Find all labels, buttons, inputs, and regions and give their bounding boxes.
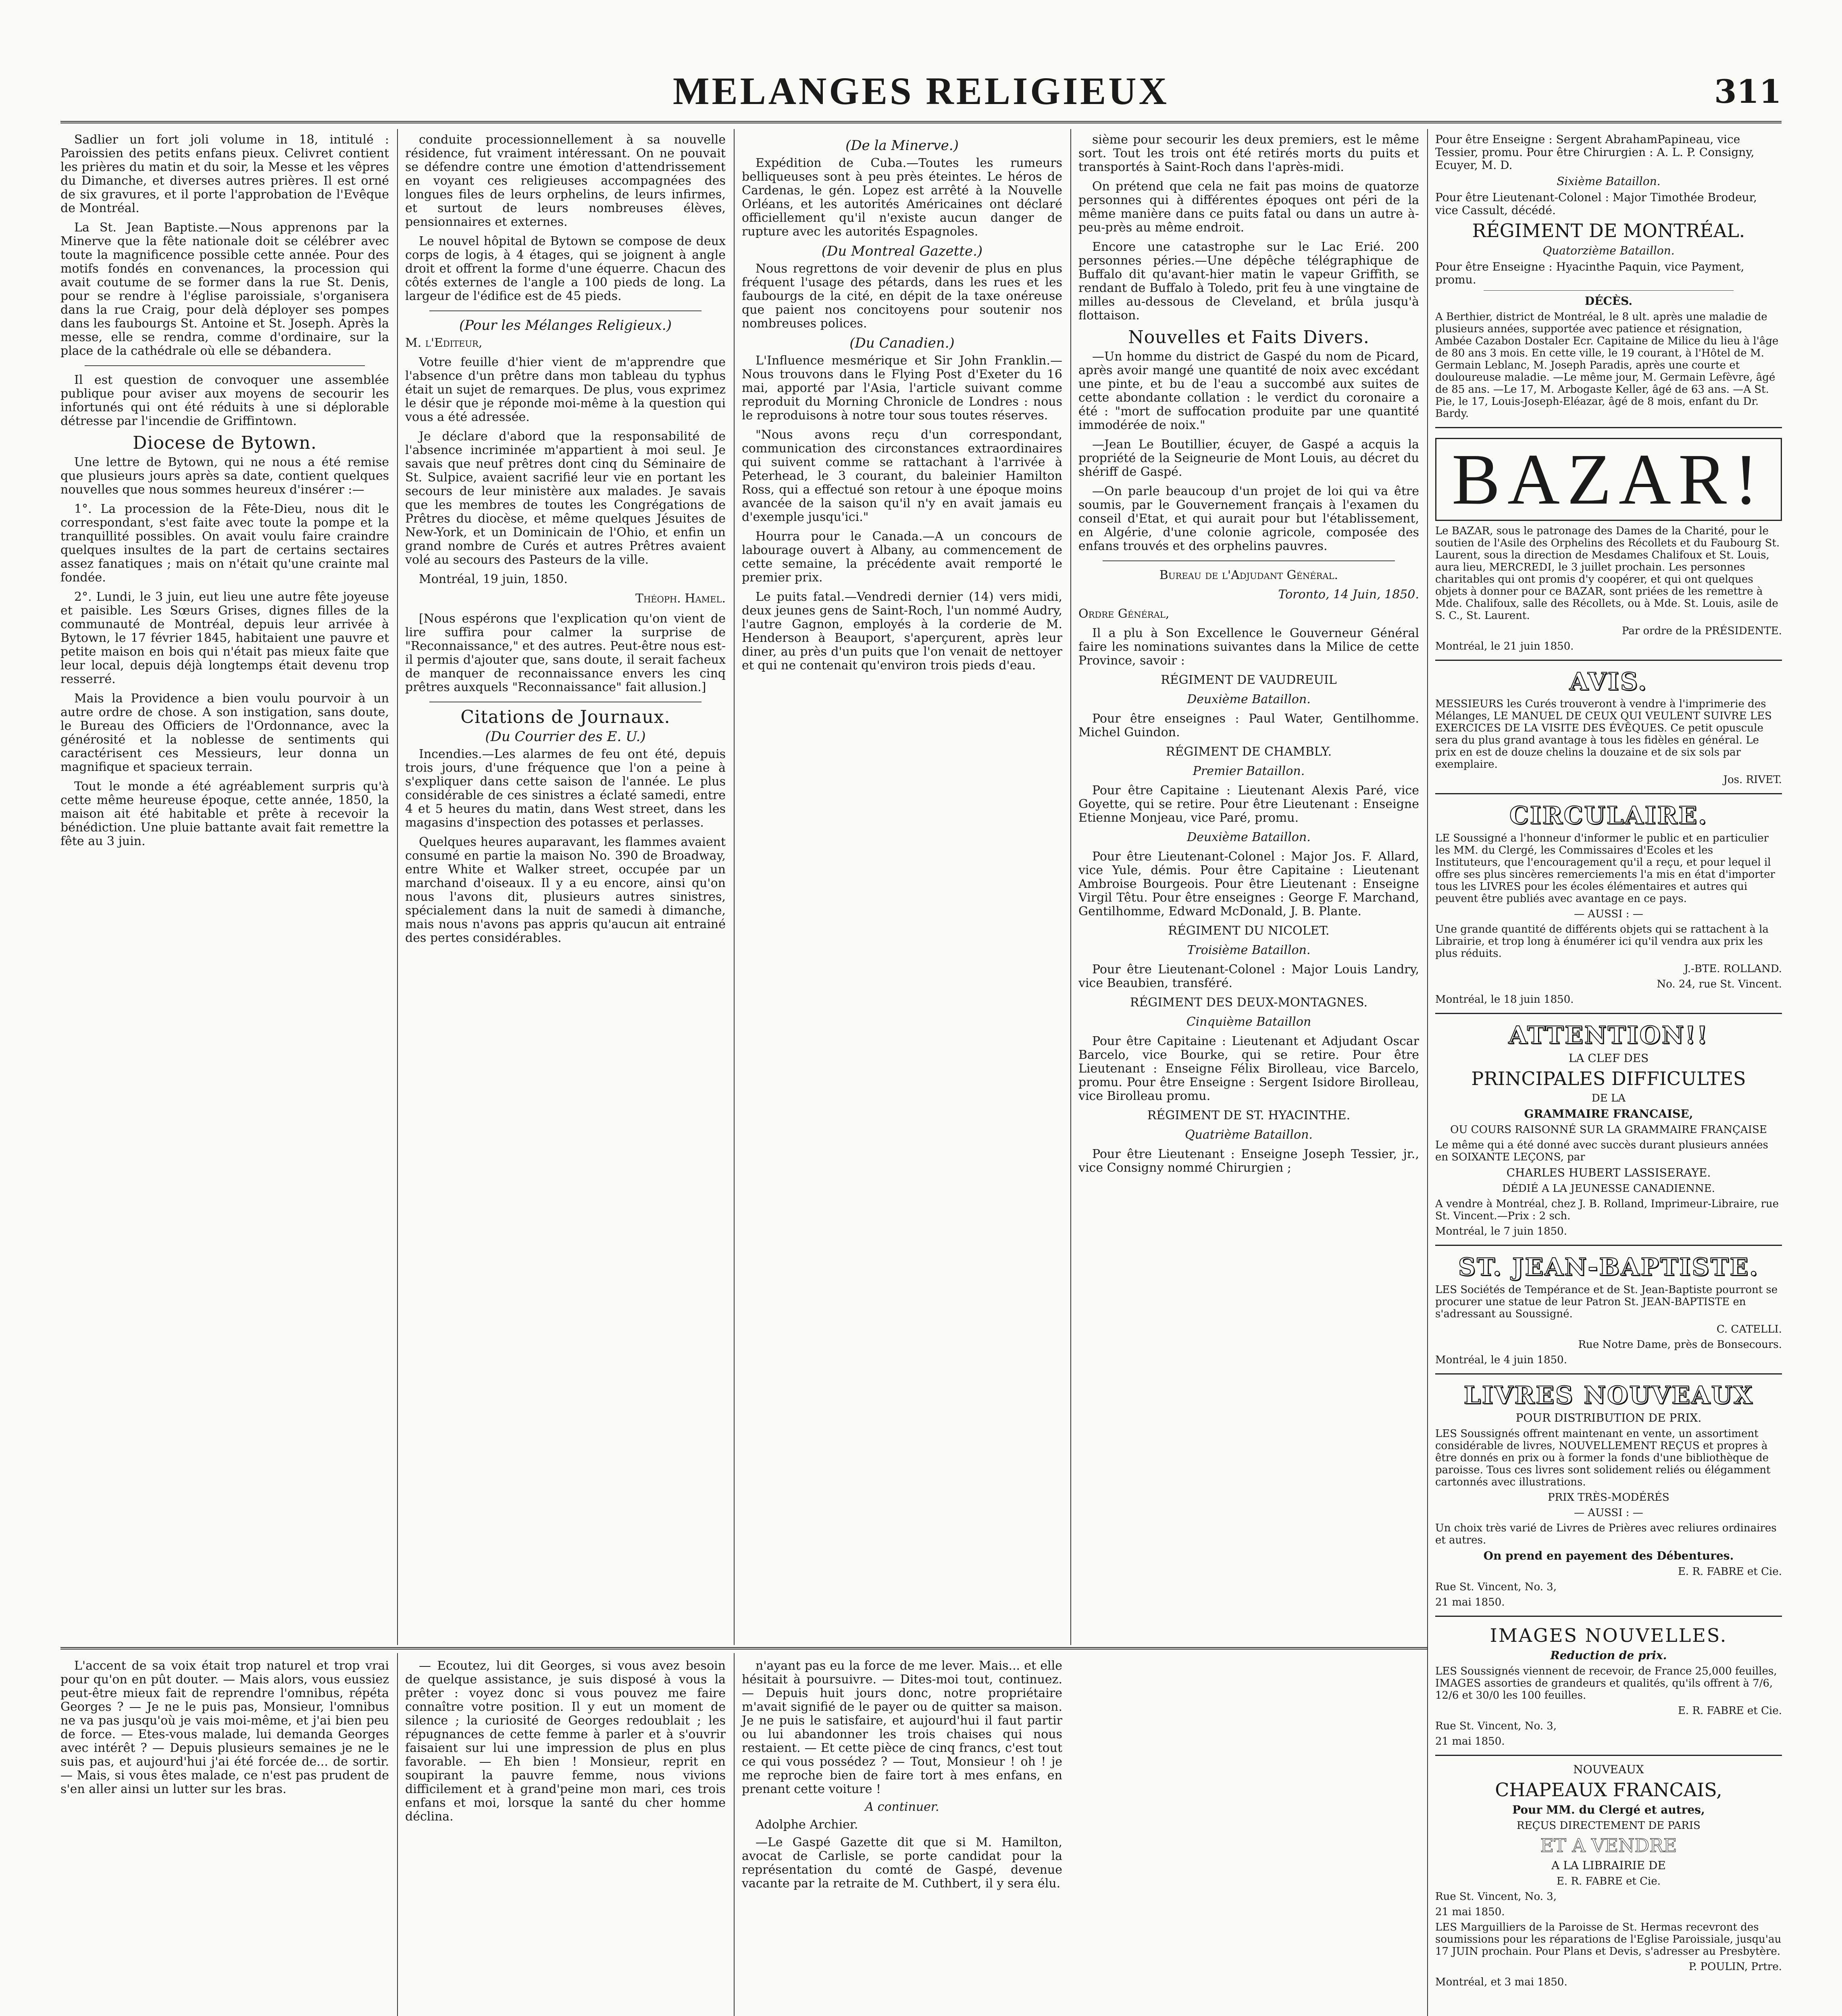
- ad-subheading: PRINCIPALES DIFFICULTES: [1471, 1068, 1746, 1089]
- article-paragraph: Sadlier un fort joli volume in 18, intitulé : Paroissien des petits enfans pieux. Celivret contient les prières du matin et du soir, la Messe et les vêpres du Dimanche, et diverses autres prières. Il est orné de six gravures, et il porte l'approbation de l'Evêque de Montréal.: [60, 133, 389, 215]
- letter-date: Montréal, 19 juin, 1850.: [419, 572, 568, 586]
- ad-subheading: DE LA: [1591, 1092, 1626, 1104]
- ad-text: LES Marguilliers de la Paroisse de St. Hermas recevront des soumissions pour les réparations de l'Eglise Paroissiale, jusqu'au 17 JUIN prochain. Pour Plans et Devis, s'adresser au Presbytère.: [1435, 1921, 1782, 1958]
- ad-text: Pour être Lieutenant-Colonel : Major Timothée Brodeur, vice Cassult, décédé.: [1435, 191, 1757, 217]
- ad-text: LE Soussigné a l'honneur d'informer le public et en particulier les MM. du Clergé, les Commissaires d'Ecoles et les Instituteurs, que l'encouragement qu'il a reçu, et pour lequel il offre ses plus sincères remerciements l'a mis en état d'importer tous les LIVRES pour les écoles élémentaires et autres qui peuvent être publiés avec avantage en ce pays.: [1435, 832, 1775, 905]
- battalion-heading: Quatrième Bataillon.: [1185, 1128, 1313, 1142]
- divider: [1435, 1616, 1782, 1617]
- deaths-heading: DÉCÈS.: [1584, 294, 1633, 308]
- page-number: 311: [1714, 73, 1782, 110]
- battalion-heading: Cinquième Bataillon: [1186, 1015, 1311, 1029]
- regiment-heading: RÉGIMENT DE CHAMBLY.: [1166, 745, 1332, 759]
- divider: [429, 310, 701, 311]
- source-heading: (Du Courrier des E. U.): [485, 729, 646, 745]
- article-paragraph: Mais la Providence a bien voulu pourvoir à un autre ordre de chose. A son instigation, sans doute, le Bureau des Officiers de l'Ordonnance, avec la générosité et la noblesse de sentiments qui caractérisent ces Messieurs, leur donna un magnifique et spacieux terrain.: [60, 691, 389, 774]
- divider: [1435, 1013, 1782, 1014]
- serial-author: Adolphe Archier.: [756, 1818, 858, 1832]
- ad-subheading: NOUVEAUX: [1573, 1763, 1644, 1776]
- article-paragraph: Une lettre de Bytown, qui ne nous a été remise que plusieurs jours après sa date, contient quelques nouvelles que nous sommes heureux d'insérer :—: [60, 455, 389, 497]
- divider: [1435, 1373, 1782, 1375]
- ad-signature: J.-BTE. ROLLAND.: [1684, 963, 1782, 975]
- divider: [1103, 560, 1395, 561]
- feuilleton-separator: [60, 1647, 1427, 1649]
- article-paragraph: —Jean Le Boutillier, écuyer, de Gaspé a acquis la propriété de la Seigneurie de Mont Louis, au décret du shériff de Gaspé.: [1078, 437, 1419, 479]
- battalion-heading: Quatorzième Bataillon.: [1542, 244, 1675, 257]
- article-paragraph: Hourra pour le Canada.—A un concours de labourage ouvert à Albany, au commencement de cette semaine, la précédente avait remporté le premier prix.: [742, 529, 1062, 585]
- ad-signature: E. R. FABRE et Cie.: [1678, 1705, 1782, 1717]
- section-heading: Diocese de Bytown.: [133, 433, 317, 453]
- ad-subheading: OU COURS RAISONNÉ SUR LA GRAMMAIRE FRANÇAISE: [1450, 1124, 1767, 1136]
- regiment-heading: RÉGIMENT DE ST. HYACINTHE.: [1147, 1108, 1351, 1123]
- article-paragraph: Le nouvel hôpital de Bytown se compose de deux corps de logis, à 4 étages, qui se joignent à angle droit et offrent la forme d'une équerre. Chacun des côtés externes de l'angle a 100 pieds de long. La largeur de l'édifice est de 45 pieds.: [405, 234, 726, 303]
- feuilleton-column-1: [60, 1659, 389, 1800]
- order-heading: Ordre Général,: [1078, 607, 1170, 621]
- letter-signature: Théoph. Hamel.: [635, 591, 726, 606]
- section-heading: Citations de Journaux.: [460, 707, 670, 727]
- article-paragraph: sième pour secourir les deux premiers, est le même sort. Tout les trois ont été retirés morts du puits et transportés à Saint-Roch dans l'après-midi.: [1078, 133, 1419, 174]
- article-paragraph: Quelques heures auparavant, les flammes avaient consumé en partie la maison No. 390 de Broadway, entre White et Walker street, occupée par un marchand d'oiseaux. Il y a eu encore, ainsi qu'on nous l'avons dit, plusieurs autres sinistres, spécialement dans la nuit de samedi à dimanche, mais nous n'avons pas appris qu'aucun ait entrainé des pertes considérables.: [405, 835, 726, 945]
- ad-date: Montréal, le 4 juin 1850.: [1435, 1354, 1567, 1366]
- article-paragraph: 1°. La procession de la Fête-Dieu, nous dit le correspondant, s'est faite avec toute la pompe et la tranquillité possibles. On avait voulu faire craindre quelques insultes de la part de certains sectaires assez fanatiques ; mais on n'était qu'une crainte mal fondée.: [60, 502, 389, 585]
- ad-date: 21 mai 1850.: [1435, 1596, 1505, 1608]
- article-paragraph: Incendies.—Les alarmes de feu ont été, depuis trois jours, d'une fréquence que l'on a peine à s'expliquer dans cette saison de l'année. Le plus considérable de ces sinistres a éclaté samedi, entre 4 et 5 heures du matin, dans West street, dans les magasins d'inspection des potasses et perlasses.: [405, 747, 726, 830]
- ad-date: 21 mai 1850.: [1435, 1906, 1505, 1918]
- ad-date: Montréal, et 3 mai 1850.: [1435, 1976, 1567, 1988]
- article-paragraph: Pour être Capitaine : Lieutenant Alexis Paré, vice Goyette, qui se retire. Pour être Lieutenant : Enseigne Etienne Monjeau, vice Paré, promu.: [1078, 783, 1419, 825]
- ad-signature: Par ordre de la PRÉSIDENTE.: [1622, 625, 1782, 637]
- article-paragraph: —Un homme du district de Gaspé du nom de Picard, après avoir mangé une quantité de noix avec excédant une pinte, et bu de l'eau a succombé aux suites de cette abondante collation : le verdict du coronaire a été : "mort de suffocation produite par une quantité immodérée de noix.": [1078, 350, 1419, 432]
- ad-subheading: Pour MM. du Clergé et autres,: [1512, 1803, 1705, 1816]
- ad-date: 21 mai 1850.: [1435, 1735, 1505, 1747]
- ad-text: Une grande quantité de différents objets qui se rattachent à la Librairie, et trop long à énumérer ici qu'il vendra aux prix les plus réduits.: [1435, 923, 1769, 960]
- article-paragraph: Expédition de Cuba.—Toutes les rumeurs belliqueuses sont à peu près éteintes. Le héros de Cardenas, le gén. Lopez est arrêté à la Nouvelle Orléans, et les autorités Américaines ont déclaré officiellement qu'il n'existe aucun danger de rupture avec les autorités Espagnoles.: [742, 156, 1062, 239]
- column-rule: [734, 1653, 735, 2016]
- ad-text: Pour être Enseigne : Sergent AbrahamPapineau, vice Tessier, promu. Pour être Chirurgien : A. L. P. Consigny, Ecuyer, M. D.: [1435, 133, 1755, 172]
- chapeaux-title: CHAPEAUX FRANCAIS,: [1495, 1779, 1722, 1801]
- ad-subheading: A LA LIBRAIRIE DE: [1551, 1859, 1666, 1872]
- bureau-heading: Bureau de l'Adjudant Général.: [1159, 568, 1338, 582]
- serial-continued: A continuer.: [865, 1800, 939, 1814]
- ad-text: Pour être Enseigne : Hyacinthe Paquin, vice Payment, promu.: [1435, 260, 1744, 286]
- regiment-heading: RÉGIMENT DES DEUX-MONTAGNES.: [1130, 996, 1368, 1010]
- article-paragraph: —On parle beaucoup d'un projet de loi qui va être soumis, par le Gouvernement français à l'examen du conseil d'Etat, et qui aurait pour but l'établissement, en Algérie, d'une colonie agricole, composée des enfans trouvés et des orphelins pauvres.: [1078, 484, 1419, 553]
- masthead: [60, 60, 1782, 123]
- serial-paragraph: — Ecoutez, lui dit Georges, si vous avez besoin de quelque assistance, je suis disposé à vous la prêter : voyez donc si vous pouvez me faire connaître votre position. Il y eut un moment de silence ; la curiosité de Georges redoublait ; les répugnances de cette femme à parler et à s'ouvrir faisaient sur lui une impression de plus en plus favorable. — Eh bien ! Monsieur, reprit en soupirant la pauvre femme, nous vivions difficilement et à grand'peine mon mari, ces trois enfans et moi, lorsque la santé du cher homme déclina.: [405, 1659, 726, 1824]
- ad-text: Un choix très varié de Livres de Prières avec reliures ordinaires et autres.: [1435, 1522, 1777, 1546]
- ad-author: CHARLES HUBERT LASSISERAYE.: [1506, 1166, 1711, 1179]
- ad-text: A vendre à Montréal, chez J. B. Rolland, Imprimeur-Libraire, rue St. Vincent.—Prix : 2 sch.: [1435, 1198, 1779, 1222]
- feuilleton-column-3: [742, 1659, 1062, 1895]
- article-paragraph: Votre feuille d'hier vient de m'apprendre que l'absence d'un prêtre dans mon tableau du typhus était un sujet de remarques. De plus, vous exprimez le désir que je réponde moi-même à la question qui vous a été adressée.: [405, 355, 726, 424]
- article-paragraph: On prétend que cela ne fait pas moins de quatorze personnes qui à différentes époques ont péri de la même manière dans ce puits fatal ou dans un autre à-peu-près au même endroit.: [1078, 179, 1419, 235]
- battalion-heading: Deuxième Bataillon.: [1187, 692, 1311, 706]
- images-nouvelles-title: IMAGES NOUVELLES.: [1490, 1624, 1728, 1646]
- article-paragraph: Il a plu à Son Excellence le Gouverneur Général faire les nominations suivantes dans la Milice de cette Province, savoir :: [1078, 626, 1419, 668]
- ad-subheading: — AUSSI : —: [1574, 1507, 1643, 1519]
- article-paragraph: Pour être Lieutenant : Enseigne Joseph Tessier, jr., vice Consigny nommé Chirurgien ;: [1078, 1147, 1419, 1175]
- ad-text: LES Sociétés de Tempérance et de St. Jean-Baptiste pourront se procurer une statue de leur Patron St. JEAN-BAPTISTE en s'adressant au Soussigné.: [1435, 1284, 1778, 1320]
- ad-address: Rue St. Vincent, No. 3,: [1435, 1891, 1557, 1903]
- ad-signature: E. R. FABRE et Cie.: [1556, 1875, 1661, 1887]
- article-paragraph: Encore une catastrophe sur le Lac Erié. 200 personnes péries.—Une dépêche télégraphique de Buffalo dit qu'avant-hier matin le vapeur Griffith, se rendant de Buffalo à Toledo, prit feu à une vingtaine de milles au-dessous de Cleveland, et brûla jusqu'à flottaison.: [1078, 240, 1419, 323]
- newspaper-title: MELANGES RELIGIEUX: [673, 69, 1169, 112]
- circulaire-title: CIRCULAIRE.: [1509, 802, 1708, 830]
- column-rule: [734, 129, 735, 1645]
- avis-title: AVIS.: [1569, 668, 1648, 696]
- ad-address: Rue Notre Dame, près de Bonsecours.: [1578, 1339, 1782, 1351]
- article-paragraph: Pour être enseignes : Paul Water, Gentilhomme. Michel Guindon.: [1078, 712, 1419, 739]
- ad-subheading: LA CLEF DES: [1568, 1052, 1649, 1065]
- divider: [85, 365, 365, 366]
- article-column-2: [405, 133, 726, 1641]
- advertisements-column: [1435, 133, 1782, 1991]
- bureau-date: Toronto, 14 Juin, 1850.: [1278, 587, 1419, 602]
- divider: [1435, 793, 1782, 794]
- battalion-heading: Premier Bataillon.: [1193, 764, 1305, 778]
- regiment-heading: RÉGIMENT DU NICOLET.: [1168, 924, 1330, 938]
- ad-signature: Jos. RIVET.: [1723, 774, 1782, 786]
- ad-date: Montréal, le 18 juin 1850.: [1435, 993, 1574, 1006]
- divider: [1435, 1755, 1782, 1756]
- article-paragraph: "Nous avons reçu d'un correspondant, communication des circonstances extraordinaires qui suivent comme se rattachant à l'arrivée à Peterhead, le 3 courant, du baleinier Hamilton Ross, qui a effectué son retour à une époque moins avancée de la saison qu'il n'y en avait jamais eu d'exemple jusqu'ici.": [742, 428, 1062, 524]
- divider: [1484, 290, 1734, 291]
- article-paragraph: 2°. Lundi, le 3 juin, eut lieu une autre fête joyeuse et paisible. Les Sœurs Grises, dignes filles de la communauté de Montréal, depuis leur arrivée à Bytown, le 17 février 1845, habitaient une pauvre et petite maison en bois qui n'était pas mieux faite que leur local, depuis déjà longtemps était devenu trop resserré.: [60, 590, 389, 686]
- regiment-heading: RÉGIMENT DE MONTRÉAL.: [1472, 220, 1745, 242]
- letter-salutation: M. l'Editeur,: [405, 336, 483, 350]
- ad-signature: P. POULIN, Prtre.: [1688, 1961, 1782, 1973]
- divider: [1435, 1245, 1782, 1246]
- article-paragraph: Pour être Capitaine : Lieutenant et Adjudant Oscar Barcelo, vice Bourke, qui se retire. Pour être Lieutenant : Enseigne Félix Birolleau, vice Barcelo, promu. Pour être Enseigne : Sergent Isidore Birolleau, vice Birolleau promu.: [1078, 1034, 1419, 1103]
- source-heading: (Du Montreal Gazette.): [821, 243, 983, 259]
- letter-heading: (Pour les Mélanges Religieux.): [459, 317, 672, 333]
- divider: [1435, 660, 1782, 661]
- feuilleton-column-2: [405, 1659, 726, 1828]
- article-column-1: [60, 133, 389, 1641]
- livres-nouveaux-title: LIVRES NOUVEAUX: [1463, 1381, 1754, 1410]
- article-paragraph: Le puits fatal.—Vendredi dernier (14) vers midi, deux jeunes gens de Saint-Roch, l'un nommé Audry, l'autre Gagnon, employés à la corderie de M. Henderson à Beauport, s'aperçurent, après leur diner, au près d'un puits que l'on venait de nettoyer et qui ne contenait qu'environ trois pieds d'eau.: [742, 590, 1062, 673]
- source-heading: (Du Canadien.): [849, 335, 955, 351]
- divider: [1435, 427, 1782, 428]
- ad-subheading: — AUSSI : —: [1574, 908, 1643, 920]
- article-paragraph: L'Influence mesmérique et Sir John Franklin.—Nous trouvons dans le Flying Post d'Exeter du 16 mai, apporté par l'Asia, l'article suivant comme reproduit du Morning Chronicle de Londres : nous le reproduisons à notre tour sous toutes réserves.: [742, 354, 1062, 423]
- article-column-4: [1078, 133, 1419, 1641]
- article-paragraph: Nous regrettons de voir devenir de plus en plus fréquent l'usage des pétards, dans les rues et les faubourgs de la cité, en dépit de la taxe onéreuse que paient nos concitoyens pour soutenir nos nombreuses polices.: [742, 262, 1062, 331]
- column-rule: [1070, 129, 1071, 1645]
- ad-subheading: On prend en payement des Débentures.: [1483, 1549, 1734, 1562]
- ad-address: Rue St. Vincent, No. 3,: [1435, 1720, 1557, 1732]
- ad-subheading: Reduction de prix.: [1550, 1649, 1667, 1662]
- article-paragraph: Il est question de convoquer une assemblée publique pour aviser aux moyens de secourir les infortunés qui ont été réduits à une si déplorable détresse par l'incendie de Griffintown.: [60, 373, 389, 428]
- serial-paragraph: n'ayant pas eu la force de me lever. Mais... et elle hésitait à poursuivre. — Dites-moi tout, continuez. — Depuis huit jours donc, notre propriétaire m'avait signifié de le payer ou de quitter sa maison. Je ne puis le satisfaire, et aujourd'hui il faut partir ou lui abandonner les trois chaises qui nous restaient. — Et cette pièce de cinq francs, c'est tout ce qui vous possédez ? — Tout, Monsieur ! oh ! je me reproche bien de faire tort à mes enfans, en prenant cette voiture !: [742, 1659, 1062, 1796]
- st-jean-baptiste-title: ST. JEAN-BAPTISTE.: [1458, 1253, 1759, 1281]
- ad-address: Rue St. Vincent, No. 3,: [1435, 1581, 1557, 1593]
- ad-subheading: POUR DISTRIBUTION DE PRIX.: [1515, 1411, 1702, 1425]
- ad-signature: E. R. FABRE et Cie.: [1678, 1566, 1782, 1578]
- column-rule: [397, 1653, 398, 2016]
- ad-subheading: DÉDIÉ A LA JEUNESSE CANADIENNE.: [1502, 1183, 1715, 1195]
- bazar-title: BAZAR!: [1435, 438, 1782, 521]
- ad-text: Le BAZAR, sous le patronage des Dames de la Charité, pour le soutien de l'Asile des Orphelins des Récollets et du Faubourg St. Laurent, sous la direction de Mesdames Chalifoux et St. Louis, aura lieu, MERCREDI, le 3 juillet prochain. Les personnes charitables qui ont promis d'y coopérer, et qui ont quelques objets à donner pour ce BAZAR, sont priées de les remettre à Mde. Chalifoux, salle des Récollets, ou à Mde. St. Louis, asile de S. C., St. Laurent.: [1435, 525, 1780, 622]
- attention-title: ATTENTION!!: [1508, 1021, 1709, 1050]
- regiment-heading: RÉGIMENT DE VAUDREUIL: [1161, 673, 1337, 687]
- editor-note: [Nous espérons que l'explication qu'on vient de lire suffira pour calmer la surprise de "Reconnaissance," et des autres. Peut-être nous est-il permis d'ajouter que, sans doute, il serait facheux de manquer de reconnaissance envers les cinq prêtres auxquels "Reconnaissance" fait allusion.]: [405, 612, 726, 694]
- ad-text: Le même qui a été donné avec succès durant plusieurs années en SOIXANTE LEÇONS, par: [1435, 1139, 1768, 1163]
- battalion-heading: Sixième Bataillon.: [1557, 175, 1661, 188]
- serial-paragraph: L'accent de sa voix était trop naturel et trop vrai pour qu'on en pût douter. — Mais alors, vous eussiez peut-être mieux fait de reprendre l'omnibus, répéta Georges ? — Je ne le puis pas, Monsieur, l'omnibus ne va pas jusqu'où je vais moi-même, et j'ai bien peu de force. — Etes-vous malade, lui demanda Georges avec intérêt ? — Depuis plusieurs semaines je ne le suis pas, et aujourd'hui j'ai été forcée de... de sortir. — Mais, si vous êtes malade, ce n'est pas prudent de s'en aller ainsi un lutter sur les bras.: [60, 1659, 389, 1796]
- ad-text: LES Soussignés viennent de recevoir, de France 25,000 feuilles, IMAGES assorties de grandeurs et qualités, qu'ils offrent à 7/6, 12/6 et 30/0 les 100 feuilles.: [1435, 1665, 1777, 1702]
- ad-signature: C. CATELLI.: [1716, 1323, 1782, 1335]
- ad-subheading: ET A VENDRE: [1540, 1835, 1677, 1856]
- ad-text: LES Soussignés offrent maintenant en vente, un assortiment considérable de livres, NOUVELLEMENT REÇUS et propres à être donnés en prix ou à former la fonds d'une bibliothèque de paroisse. Tous ces livres sont solidement reliés ou élégamment cartonnés avec illustrations.: [1435, 1428, 1771, 1488]
- battalion-heading: Troisième Bataillon.: [1187, 943, 1311, 957]
- ad-date: Montréal, le 7 juin 1850.: [1435, 1225, 1567, 1237]
- article-paragraph: conduite processionnellement à sa nouvelle résidence, fut vraiment intéressant. On ne pouvait se défendre contre une émotion d'attendrissement en voyant ces religieuses accompagnées des longues files de leurs orphelins, de leurs infirmes, et surtout de leurs nombreuses élèves, pensionnaires et externes.: [405, 133, 726, 229]
- battalion-heading: Deuxième Bataillon.: [1187, 830, 1311, 844]
- ad-subheading: PRIX TRÈS-MODÉRÉS: [1548, 1491, 1669, 1504]
- column-rule: [397, 129, 398, 1645]
- deaths-text: A Berthier, district de Montréal, le 8 ult. après une maladie de plusieurs années, supportée avec patience et résignation, Ambée Cazabon Dostaler Ecr. Capitaine de Milice du lieu à l'âge de 80 ans 3 mois. En cette ville, le 19 courant, à l'Hôtel de M. Germain Leblanc, M. Joseph Paradis, après une courte et douloureuse maladie. —Le même jour, M. Germain Lefèvre, âgé de 85 ans. —Le 17, M. Arbogaste Keller, âgé de 63 ans. —A St. Pie, le 17, Louis-Joseph-Eléazar, âgé de 8 mois, enfant du Dr. Bardy.: [1435, 311, 1779, 420]
- ad-subheading: GRAMMAIRE FRANCAISE,: [1524, 1107, 1693, 1120]
- article-paragraph: Je déclare d'abord que la responsabilité de l'absence incriminée m'appartient à moi seul. Je savais que neuf prêtres dont cinq du Séminaire de St. Sulpice, avaient sacrifié leur vie en portant les secours de leur ministère aux malades. Je savais que les membres de toutes les Congrégations de Prêtres du diocèse, et même quelques Jésuites de New-York, et un Dominicain de l'Ohio, et enfin un grand nombre de Curés et autres Prêtres avaient volé au secours des Pasteurs de la ville.: [405, 429, 726, 567]
- ad-text: MESSIEURS les Curés trouveront à vendre à l'imprimerie des Mélanges, LE MANUEL DE CEUX QUI VEULENT SUIVRE LES EXERCICES DE LA VISITE DES ÉVÊQUES. Ce petit opuscule sera du plus grand avantage à tous les fidèles en général. Le prix en est de douze chelins la douzaine et de six sols par exemplaire.: [1435, 698, 1772, 771]
- article-paragraph: Pour être Lieutenant-Colonel : Major Louis Landry, vice Beaubien, transféré.: [1078, 962, 1419, 990]
- article-paragraph: Pour être Lieutenant-Colonel : Major Jos. F. Allard, vice Yule, démis. Pour être Capitaine : Lieutenant Ambroise Bourgeois. Pour être Lieutenant : Enseigne Virgil Têtu. Pour être enseignes : George F. Marchand, Gentilhomme, Edward McDonald, J. B. Plante.: [1078, 850, 1419, 918]
- article-column-3: [742, 133, 1062, 1641]
- section-heading: Nouvelles et Faits Divers.: [1128, 327, 1370, 348]
- ad-address: No. 24, rue St. Vincent.: [1657, 978, 1782, 990]
- ad-date: Montréal, le 21 juin 1850.: [1435, 640, 1574, 652]
- column-rule: [1427, 129, 1428, 2016]
- article-paragraph: La St. Jean Baptiste.—Nous apprenons par la Minerve que la fête nationale doit se célébrer avec toute la magnificence possible cette année. Pour des motifs fondés en convenances, la procession qui avait coutume de se former dans la rue St. Denis, pour se rendre à l'église paroissiale, s'organisera dans la rue Craig, pour delà déployer ses pompes dans les faubourgs St. Antoine et St. Joseph. Après la messe, elle se rendra, comme d'ordinaire, sur la place de la cathédrale où elle se débandera.: [60, 221, 389, 358]
- ad-subheading: REÇUS DIRECTEMENT DE PARIS: [1517, 1820, 1700, 1832]
- article-paragraph: —Le Gaspé Gazette dit que si M. Hamilton, avocat de Carlisle, se porte candidat pour la représentation du comté de Gaspé, devenue vacante par la retraite de M. Cuthbert, il y sera élu.: [742, 1835, 1062, 1891]
- article-paragraph: Tout le monde a été agréablement surpris qu'à cette même heureuse époque, cette année, 1850, la maison ait été habitable et prête à recevoir la bénédiction. Une pluie battante avait fait remettre la fête au 3 juin.: [60, 779, 389, 848]
- source-heading: (De la Minerve.): [845, 137, 959, 154]
